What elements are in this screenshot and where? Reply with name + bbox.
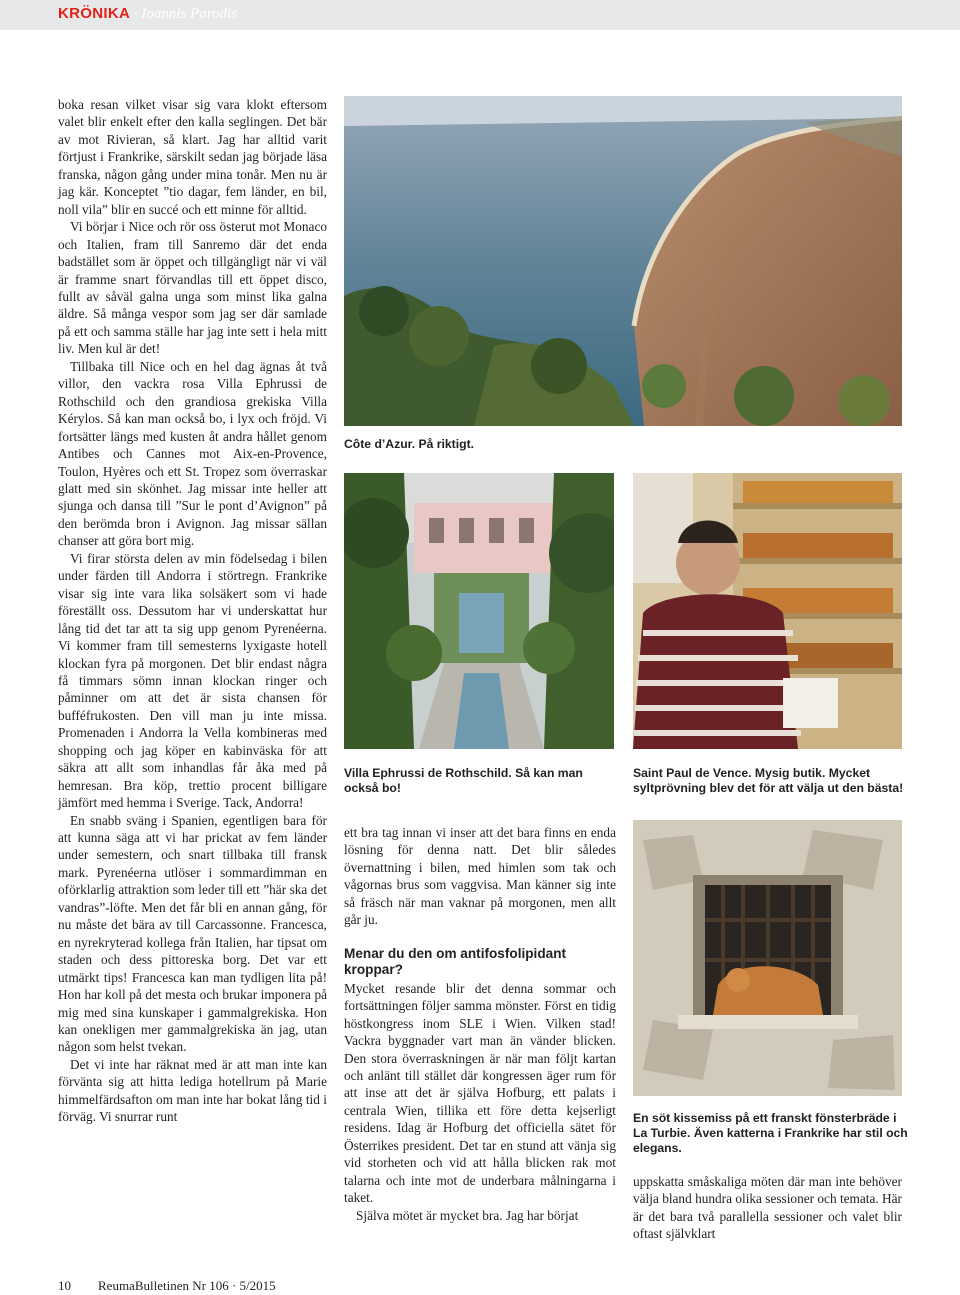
article-column-middle	[344, 824, 616, 1224]
paragraph: Vi firar största delen av min födelsedag i bilen under färden till Andorra i störtregn. Frankrike visar sig inte vara lika solsäkert som vi hade föreställt oss. Dessutom har vi underskattat hur lång tid det tar att ta sig upp genom Pyrenéerna. Vi kommer fram till semesterns lyxigaste hotell klockan fyra på morgonen. Det blir endast några få timmars sömn innan klockan ringer och påminner om att det är sista chansen för bufféfrukosten. Den vill man ju inte missa. Promenaden i Andorra la Vella kombineras med shopping och jag köper en kabinväska för att säkra att allt som inhandlas får åka med på hemresan. Bra köp, trettio procent billigare jämfört med hemma i Sverige. Tack, Andorra!	[58, 550, 327, 811]
author-name: Ioannis Parodis	[141, 6, 238, 22]
photo-villa-ephrussi	[344, 473, 614, 749]
photo-nice-coastline	[344, 96, 902, 426]
paragraph: Mycket resande blir det denna sommar och fortsättningen följer samma mönster. Först en tidig höstkongress inom SLE i Wien. Vilken stad! Vackra byggnader vart man än vänder blicken. Den stora överraskningen är när man följt kartan och anlänt till stället där kongressen äger rum för att inse att det är själva Hofburg, ett palats i centrala Wien, tillika ett före detta kejserligt residens. Idag är Hofburg det officiella sätet för Österrikes president. Det tar en stund att vänja sig vid storheten och vid att hålla blicken rak mot talarna och inte mot de underbara målningarna i taket.	[344, 980, 616, 1206]
header-separator: ·	[130, 6, 142, 22]
photo-cat-window	[633, 820, 902, 1096]
paragraph: En snabb sväng i Spanien, egentligen bara för att kunna säga att vi har prickat av fem länder under semestern, och snart tillbaka till fransk mark. Pyrenéerna utlöser i sommardimman en oförklarlig attraktion som leder till ett ”här ska det vandras”-löfte. Men det får bli en annan gång, för nu måste det bära av till Carcassonne. Francesca, en nyrekryterad kollega från Italien, har tipsat om staden och dess pittoreska borg. Det var ett utmärkt tips! Francesca kan man tydligen lita på! Hon har koll på det mesta och brukar imponera på mig med sina kunskaper i gammalgrekiska. Hon kan onekligen mer gammalgrekiska än jag, utan någon som helst tvekan.	[58, 812, 327, 1055]
subheading: Menar du den om antifosfolipidant kroppar?	[344, 945, 567, 978]
photo-saint-paul-shop	[633, 473, 902, 749]
paragraph: uppskatta småskaliga möten där man inte behöver välja bland hundra olika sessioner och temata. Här är det bara två parallella sessioner och valet blir oftast självklart	[633, 1174, 902, 1242]
paragraph: Själva mötet är mycket bra. Jag har börjat	[356, 1207, 579, 1223]
section-label: KRÖNIKA	[58, 5, 131, 22]
paragraph: Tillbaka till Nice och en hel dag ägnas åt två villor, den vackra rosa Villa Ephrussi de Rothschild och den grandiosa grekiska Villa Kérylos. Så kan man också bo, i lyx och fröjd. Vi fortsätter längs med kusten åt andra hållet genom Antibes och Cannes mot Aix-en-Provence, Toulon, Hyères och ett St. Tropez som överraskar glatt med sin skönhet. Jag missar inte heller att sjunga och dansa till ”Sur le pont d’Avignon” på den berömda bron i Avignon. Jag missar sällan chanser att göra bort mig.	[58, 358, 327, 549]
article-column-right	[633, 1173, 902, 1243]
caption-villa: Villa Ephrussi de Rothschild. Så kan man också bo!	[344, 766, 583, 795]
paragraph: Det vi inte har räknat med är att man inte kan förvänta sig att hitta lediga hotellrum på Marie himmelfärdsafton om man inte har bokat lång tid i förväg. Vi snurrar runt	[58, 1056, 327, 1125]
section-header	[58, 5, 237, 23]
paragraph: boka resan vilket visar sig vara klokt eftersom valet blir enkelt efter den kalla seglingen. Det bär av mot Rivieran, så klart. Jag har alltid varit förtjust i Frankrike, särskilt sedan jag började läsa franska, någon gång under mina tonår. Men nu är jag kär. Konceptet ”tio dagar, fem länder, en bil, noll vila” blir en succé och ett minne för alltid.	[58, 97, 327, 217]
page-number: 10	[58, 1278, 71, 1293]
publication-name: ReumaBulletinen Nr 106 · 5/2015	[98, 1278, 276, 1293]
caption-cat: En söt kissemiss på ett franskt fönsterbräde i La Turbie. Även katterna i Frankrike har stil och elegans.	[633, 1111, 908, 1155]
paragraph: Vi börjar i Nice och rör oss österut mot Monaco och Italien, fram till Sanremo där det enda badstället som är öppet och tillgängligt när vi väl är framme snart förvandlas till ett öppet disco, fullt av såväl galna unga som minst lika galna äldre. Så många vespor som jag ser där samlade på ett och samma ställe har jag inte sett i hela mitt liv. Men kul är det!	[58, 219, 327, 357]
article-column-left	[58, 96, 327, 1126]
caption-shop: Saint Paul de Vence. Mysig butik. Mycket syltprövning blev det för att välja ut den bästa!	[633, 766, 904, 795]
caption-nice: Côte d’Azur. På riktigt.	[344, 437, 475, 451]
page-footer	[58, 1278, 276, 1294]
paragraph: ett bra tag innan vi inser att det bara finns en enda lösning för denna natt. Det blir således övernattning i bilen, med himlen som tak och vågornas brus som vaggvisa. Man känner sig inte så fräsch när man vaknar på morgonen, men allt går ju.	[344, 825, 616, 928]
